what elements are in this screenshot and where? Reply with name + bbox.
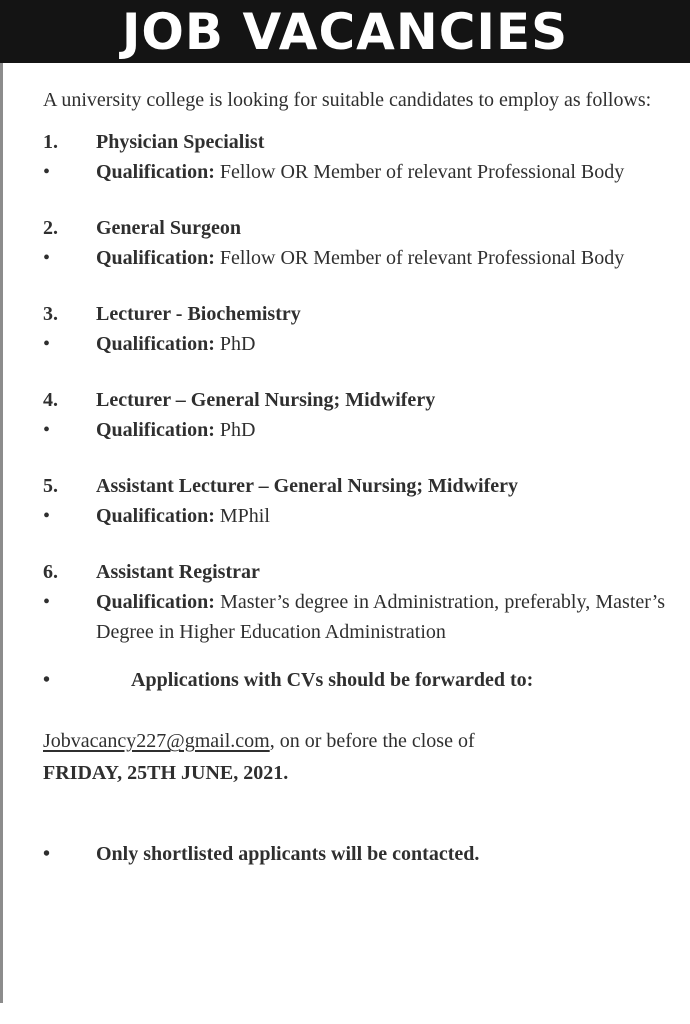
bullet-icon: • [43,161,51,183]
contact-suffix-text: , on or before the close of [269,730,475,752]
position-title: Lecturer - Biochemistry [96,303,301,325]
bullet-icon: • [43,247,51,269]
position-number: 4. [43,389,58,411]
positions-list [43,127,665,647]
applications-instruction [43,665,665,695]
qualification-label: Qualification: [96,333,215,355]
position-qualification [96,157,665,187]
qualification-label: Qualification: [96,591,215,613]
position-item [43,213,665,273]
bullet-icon: • [43,333,51,355]
contact-line [43,725,665,789]
applications-text: Applications with CVs should be forwarded to: [131,669,534,691]
poster-title: JOB VACANCIES [121,2,569,61]
qualification-value: MPhil [219,505,270,527]
poster-header [0,0,690,63]
bullet-icon: • [43,505,51,527]
position-title: Assistant Lecturer – General Nursing; Midwifery [96,475,518,497]
bullet-icon: • [43,419,51,441]
bullet-icon: • [43,843,51,865]
position-item [43,299,665,359]
position-title: Assistant Registrar [96,561,260,583]
qualification-value: PhD [219,333,256,355]
position-qualification [96,501,665,531]
position-qualification [96,329,665,359]
qualification-label: Qualification: [96,419,215,441]
position-qualification [96,243,665,273]
bullet-icon: • [43,669,51,691]
position-number: 5. [43,475,58,497]
position-item [43,127,665,187]
position-title: Physician Specialist [96,131,265,153]
poster-body [0,63,690,1003]
qualification-label: Qualification: [96,247,215,269]
position-number: 2. [43,217,58,239]
qualification-value: Fellow OR Member of relevant Professional Body [219,161,625,183]
footer-note-text: Only shortlisted applicants will be contacted. [96,843,480,865]
position-title: Lecturer – General Nursing; Midwifery [96,389,436,411]
position-number: 1. [43,131,58,153]
deadline-text: FRIDAY, 25TH JUNE, 2021. [43,762,289,784]
position-qualification [96,587,665,647]
bullet-icon: • [43,591,51,613]
position-title: General Surgeon [96,217,241,239]
qualification-value: PhD [219,419,256,441]
intro-text: A university college is looking for suitable candidates to employ as follows: [43,89,652,111]
position-item [43,385,665,445]
position-number: 3. [43,303,58,325]
qualification-value: Fellow OR Member of relevant Professional Body [219,247,625,269]
position-item [43,557,665,647]
qualification-label: Qualification: [96,161,215,183]
position-qualification [96,415,665,445]
email-link[interactable]: Jobvacancy227@gmail.com [43,730,270,752]
qualification-value: Master’s degree in Administration, preferably, Master’s Degree in Higher Education Administration [96,591,665,643]
footer-note [43,839,665,869]
position-number: 6. [43,561,58,583]
position-item [43,471,665,531]
qualification-label: Qualification: [96,505,215,527]
